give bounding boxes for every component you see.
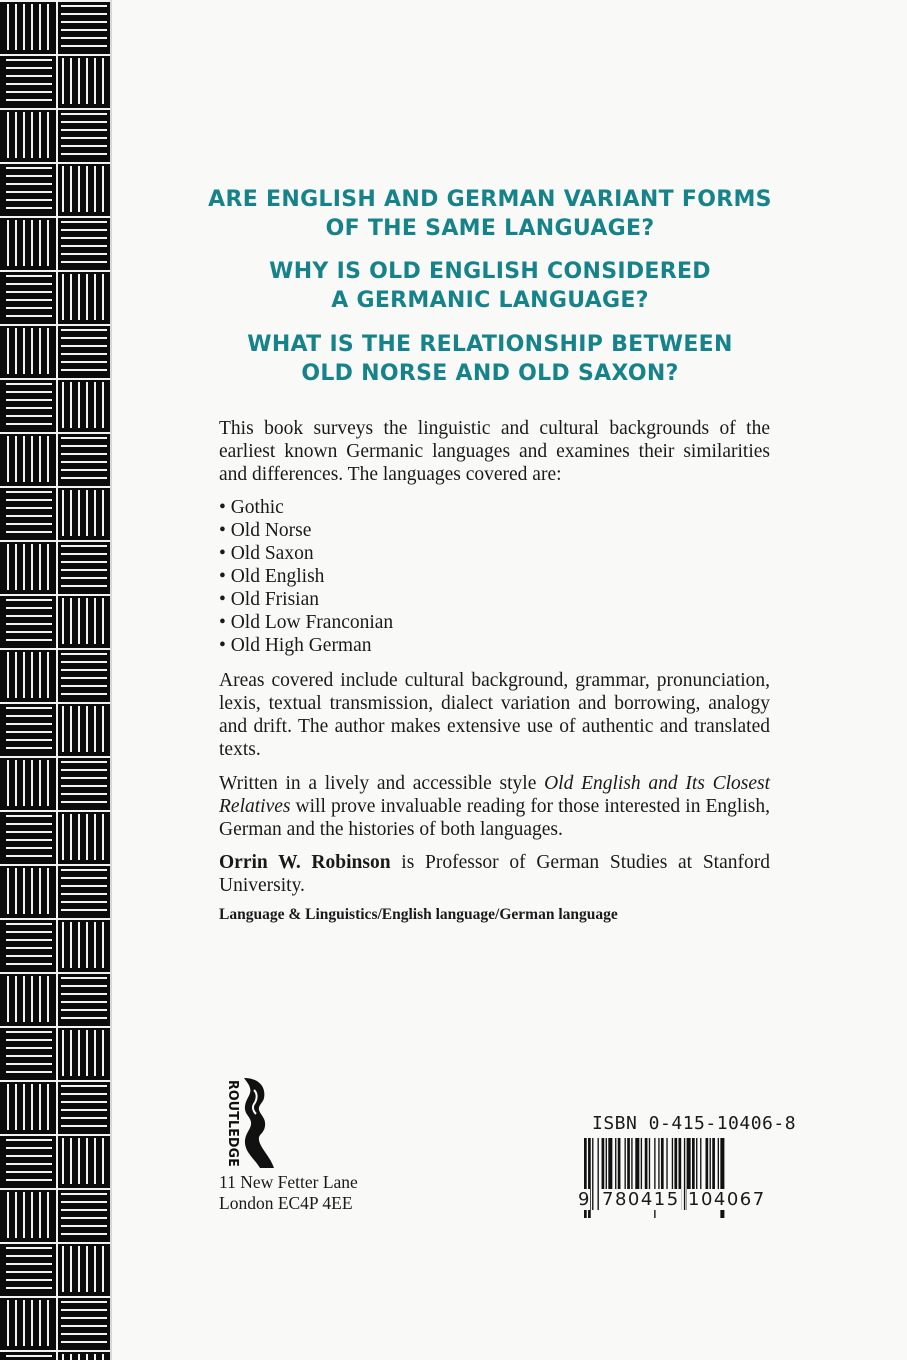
question-2 — [190, 257, 790, 315]
list-item: • Old Frisian — [219, 589, 319, 610]
language-name: Old High German — [230, 635, 372, 656]
spine-pattern-graphic — [0, 0, 110, 1360]
style-paragraph — [219, 772, 770, 841]
subject-category: Language & Linguistics/English language/German language — [219, 906, 618, 923]
intro-paragraph — [219, 417, 770, 486]
language-name: Old English — [230, 566, 325, 587]
areas-paragraph — [219, 669, 770, 761]
question-1-line-2: OF THE SAME LANGUAGE? — [325, 216, 655, 241]
publisher-name: ROUTLEDGE — [225, 1080, 240, 1170]
question-2-line-2: A GERMANIC LANGUAGE? — [331, 288, 649, 313]
language-name: Old Norse — [230, 520, 312, 541]
author-paragraph — [219, 851, 770, 897]
author-bio: is Professor of German Studies at Stanford University. — [219, 852, 770, 896]
question-2-line-1: WHY IS OLD ENGLISH CONSIDERED — [269, 259, 711, 284]
author-name: Orrin W. Robinson — [219, 852, 391, 873]
language-name: Old Frisian — [230, 589, 319, 610]
author-text — [219, 851, 770, 897]
address-line-2: London EC4P 4EE — [219, 1193, 353, 1213]
style-text-before: Written in a lively and accessible style — [219, 773, 545, 794]
barcode-digits-right: 104067 — [688, 1189, 766, 1210]
list-item: • Old High German — [219, 635, 372, 656]
publisher-address — [219, 1172, 358, 1214]
language-name: Old Saxon — [230, 543, 314, 564]
spine-pattern — [0, 0, 110, 1360]
spine-edge — [110, 0, 112, 1360]
style-text-after: will prove invaluable reading for those interested in English, German and the histories of both languages. — [219, 796, 770, 840]
list-item: • Old English — [219, 566, 325, 587]
barcode-digit-first: 9 — [578, 1189, 590, 1210]
book-title: Old English and Its Closest Relatives — [219, 773, 770, 817]
list-item: • Gothic — [219, 497, 284, 518]
language-name: Gothic — [230, 497, 284, 518]
routledge-logo — [214, 1076, 284, 1171]
address-line-1: 11 New Fetter Lane — [219, 1172, 358, 1192]
question-1 — [190, 185, 790, 243]
areas-text: Areas covered include cultural background, grammar, pronunciation, lexis, textual transmission, dialect variation and borrowing, analogy and drift. The author makes extensive use of authentic and translated texts. — [219, 670, 770, 760]
barcode-digits-left: 780415 — [602, 1189, 680, 1210]
question-3-line-1: WHAT IS THE RELATIONSHIP BETWEEN — [247, 332, 733, 357]
question-3-line-2: OLD NORSE AND OLD SAXON? — [301, 361, 679, 386]
language-list — [219, 496, 619, 657]
intro-text: This book surveys the linguistic and cultural backgrounds of the earliest known Germanic languages and examines their similarities and differences. The languages covered are: — [219, 418, 770, 485]
profile-faces-icon — [244, 1078, 274, 1168]
question-1-line-1: ARE ENGLISH AND GERMAN VARIANT FORMS — [208, 187, 772, 212]
list-item: • Old Low Franconian — [219, 612, 394, 633]
style-text — [219, 772, 770, 841]
list-item: • Old Norse — [219, 520, 312, 541]
isbn-label: ISBN 0-415-10406-8 — [592, 1113, 797, 1134]
list-item: • Old Saxon — [219, 543, 314, 564]
language-name: Old Low Franconian — [230, 612, 394, 633]
question-3 — [190, 330, 790, 388]
